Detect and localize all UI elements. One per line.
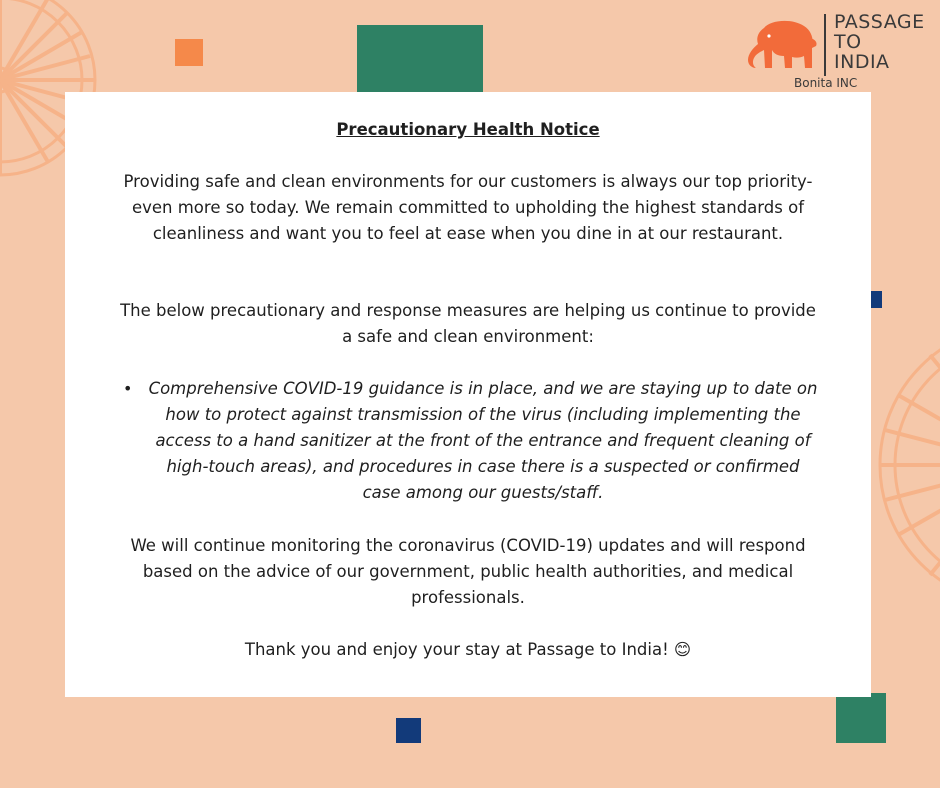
logo-subtitle: Bonita INC	[794, 76, 858, 90]
navy-square-decoration-right	[871, 291, 882, 308]
notice-closing: Thank you and enjoy your stay at Passage to India! 😊	[244, 640, 692, 659]
green-block-decoration-top	[357, 25, 483, 95]
bullet-symbol: •	[123, 379, 133, 398]
notice-paragraph-3: We will continue monitoring the coronavirus (COVID-19) updates and will respond based on the advice of our government, public health authorities, and medical professionals.	[130, 536, 806, 607]
elephant-icon	[742, 14, 818, 74]
logo-divider	[824, 14, 826, 76]
logo-line-2: TO	[834, 31, 862, 53]
notice-paragraph-1: Providing safe and clean environments for our customers is always our top priority- even more so today. We remain committed to upholding the highest standards of cleanliness and want you to feel at ease when you dine in at our restaurant.	[123, 172, 813, 243]
logo-wordmark	[834, 12, 925, 72]
notice-paragraph-2: The below precautionary and response measures are helping us continue to provide a safe and clean environment:	[120, 301, 816, 346]
wheel-decoration-right	[860, 300, 940, 630]
notice-title: Precautionary Health Notice	[336, 120, 600, 139]
notice-card	[65, 92, 871, 697]
logo-line-1: PASSAGE	[834, 11, 925, 33]
orange-square-decoration	[175, 39, 203, 66]
navy-square-decoration-bottom	[396, 718, 421, 743]
green-square-decoration-bottom-right	[836, 693, 886, 743]
measure-text: Comprehensive COVID-19 guidance is in place, and we are staying up to date on how to protect against transmission of the virus (including implementing the access to a hand sanitizer at the front of the entrance and frequent cleaning of high-touch areas), and procedures in case there is a suspected or confirmed case among our guests/staff.	[148, 379, 818, 502]
logo-line-3: INDIA	[834, 51, 890, 73]
brand-logo	[742, 12, 932, 92]
